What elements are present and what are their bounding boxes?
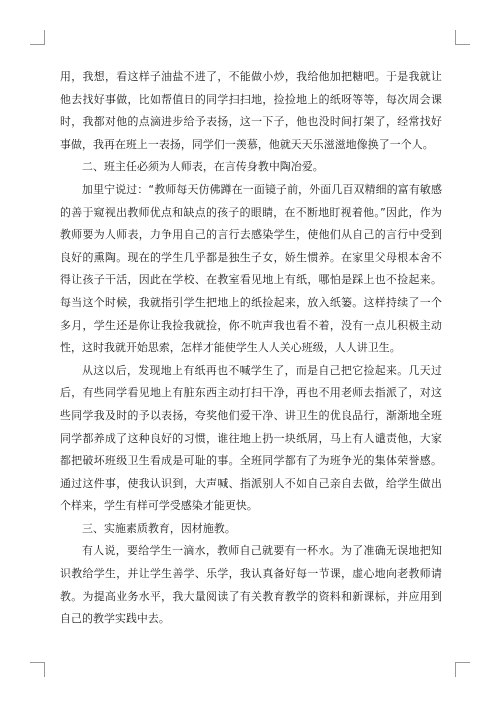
document-body — [60, 66, 442, 631]
paragraph-3: 加里宁说过：“教师每天仿佛蹲在一面镜子前，外面几百双精细的富有敏感的善于窥视出教师优点和缺点的孩子的眼睛，在不断地盯视着他。”因此，作为教师要为人师表，力争用自己的言行去感染学生，使他们从自己的言行中受到良好的熏陶。现在的学生几乎都是独生子女，娇生惯养。在家里父母根本舍不得让孩子干活，因此在学校、在教室看见地上有纸，哪怕是踩上也不捡起来。每当这个时候，我就指引学生把地上的纸捡起来，放入纸篓。这样持续了一个多月，学生还是你让我捡我就捡，你不吭声我也看不着，没有一点儿积极主动性，这时我就开始思索，怎样才能使学生人人关心班级，人人讲卫生。 — [60, 182, 442, 355]
paragraph-6: 有人说，要给学生一滴水，教师自己就要有一杯水。为了准确无误地把知识教给学生，并让学生善学、乐学，我认真备好每一节课，虚心地向老教师请教。为提高业务水平，我大量阅读了有关教育教学的资料和新课标，并应用到自己的教学实践中去。 — [60, 544, 442, 626]
section-heading-2: 二、班主任必须为人师表，在言传身教中陶冶爱。 — [82, 160, 324, 174]
page-corner-mark-top-right — [455, 30, 470, 45]
page-corner-mark-bottom-right — [455, 662, 470, 677]
paragraph-1: 用，我想，看这样子油盐不进了，不能做小炒，我给他加把糖吧。于是我就让他去找好事做，比如帮值日的同学扫扫地，捡捡地上的纸呀等等，每次周会课时，我都对他的点滴进步给予表扬，这一下子，他也没时间打架了，经常找好事做，我再在班上一表扬，同学们一羡慕，他就天天乐滋滋地像换了一个人。 — [60, 70, 442, 151]
paragraph-4: 从这以后，发现地上有纸再也不喊学生了，而是自己把它捡起来。几天过后，有些同学看见地上有脏东西主动打扫干净，再也不用老师去指派了，对这些同学我及时的予以表扬，夸奖他们爱干净、讲卫生的优良品行，渐渐地全班同学都养成了这种良好的习惯，谁往地上扔一块纸屑，马上有人谴责他，大家都把破坏班级卫生看成是可耻的事。全班同学都有了为班争光的集体荣誉感。通过这件事，使我认识到，大声喊、指派别人不如自己亲自去做，给学生做出个样来，学生有样可学受感染才能更快。 — [60, 363, 442, 513]
section-heading-3: 三、实施素质教育，因材施教。 — [82, 521, 236, 535]
page-corner-mark-top-left — [30, 30, 45, 45]
page-corner-mark-bottom-left — [30, 662, 45, 677]
